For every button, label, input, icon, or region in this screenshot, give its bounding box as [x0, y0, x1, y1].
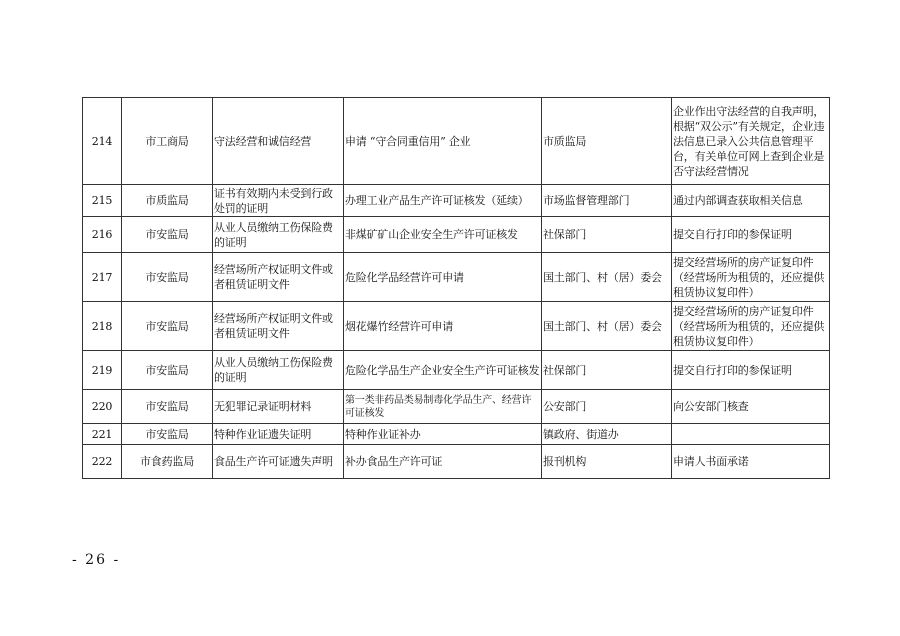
method-cell: 提交自行打印的参保证明: [672, 351, 830, 390]
table-row: [83, 445, 830, 479]
table-row: [83, 390, 830, 424]
row-number: 214: [83, 98, 122, 185]
department-cell: 市工商局: [122, 98, 213, 185]
department-cell: 市安监局: [122, 253, 213, 302]
row-number: 219: [83, 351, 122, 390]
certificate-cell: 无犯罪记录证明材料: [213, 390, 344, 424]
certificate-cell: 食品生产许可证遗失声明: [213, 445, 344, 479]
row-number: 217: [83, 253, 122, 302]
row-number: 218: [83, 302, 122, 351]
issuer-cell: 国土部门、村（居）委会: [542, 302, 672, 351]
department-cell: 市安监局: [122, 351, 213, 390]
issuer-cell: 市场监督管理部门: [542, 185, 672, 217]
method-cell: 企业作出守法经营的自我声明，根据“双公示”有关规定，企业违法信息已录入公共信息管理平台，有关单位可网上查到企业是否守法经营情况: [672, 98, 830, 185]
matter-cell: 第一类非药品类易制毒化学品生产、经营许可证核发: [344, 390, 542, 424]
method-cell: 提交自行打印的参保证明: [672, 217, 830, 253]
method-cell: 申请人书面承诺: [672, 445, 830, 479]
row-number: 221: [83, 424, 122, 445]
method-cell: 向公安部门核查: [672, 390, 830, 424]
matter-cell: 非煤矿矿山企业安全生产许可证核发: [344, 217, 542, 253]
table-row: [83, 185, 830, 217]
matter-cell: 烟花爆竹经营许可申请: [344, 302, 542, 351]
matter-cell: 危险化学品生产企业安全生产许可证核发: [344, 351, 542, 390]
department-cell: 市质监局: [122, 185, 213, 217]
certificate-cell: 特种作业证遗失证明: [213, 424, 344, 445]
certificate-cell: 守法经营和诚信经营: [213, 98, 344, 185]
table-row: [83, 217, 830, 253]
table-row: [83, 253, 830, 302]
issuer-cell: 公安部门: [542, 390, 672, 424]
certificate-cell: 从业人员缴纳工伤保险费的证明: [213, 217, 344, 253]
page-number: - 26 -: [72, 552, 121, 568]
table-row: [83, 302, 830, 351]
issuer-cell: 市质监局: [542, 98, 672, 185]
row-number: 215: [83, 185, 122, 217]
issuer-cell: 社保部门: [542, 351, 672, 390]
document-table: [82, 97, 830, 479]
certificate-cell: 经营场所产权证明文件或者租赁证明文件: [213, 302, 344, 351]
matter-cell: 办理工业产品生产许可证核发（延续）: [344, 185, 542, 217]
row-number: 220: [83, 390, 122, 424]
matter-cell: 危险化学品经营许可申请: [344, 253, 542, 302]
method-cell: 提交经营场所的房产证复印件（经营场所为租赁的，还应提供租赁协议复印件）: [672, 253, 830, 302]
certificate-cell: 证书有效期内未受到行政处罚的证明: [213, 185, 344, 217]
issuer-cell: 报刊机构: [542, 445, 672, 479]
certificate-cell: 经营场所产权证明文件或者租赁证明文件: [213, 253, 344, 302]
issuer-cell: 国土部门、村（居）委会: [542, 253, 672, 302]
matter-cell: 申请 “守合同重信用” 企业: [344, 98, 542, 185]
method-cell: [672, 424, 830, 445]
issuer-cell: 社保部门: [542, 217, 672, 253]
department-cell: 市安监局: [122, 217, 213, 253]
method-cell: 通过内部调查获取相关信息: [672, 185, 830, 217]
method-cell: 提交经营场所的房产证复印件（经营场所为租赁的，还应提供租赁协议复印件）: [672, 302, 830, 351]
certificate-cell: 从业人员缴纳工伤保险费的证明: [213, 351, 344, 390]
table-row: [83, 351, 830, 390]
table-row: [83, 98, 830, 185]
matter-cell: 特种作业证补办: [344, 424, 542, 445]
row-number: 216: [83, 217, 122, 253]
table-row: [83, 424, 830, 445]
department-cell: 市安监局: [122, 390, 213, 424]
department-cell: 市安监局: [122, 424, 213, 445]
department-cell: 市安监局: [122, 302, 213, 351]
department-cell: 市食药监局: [122, 445, 213, 479]
row-number: 222: [83, 445, 122, 479]
matter-cell: 补办食品生产许可证: [344, 445, 542, 479]
issuer-cell: 镇政府、街道办: [542, 424, 672, 445]
